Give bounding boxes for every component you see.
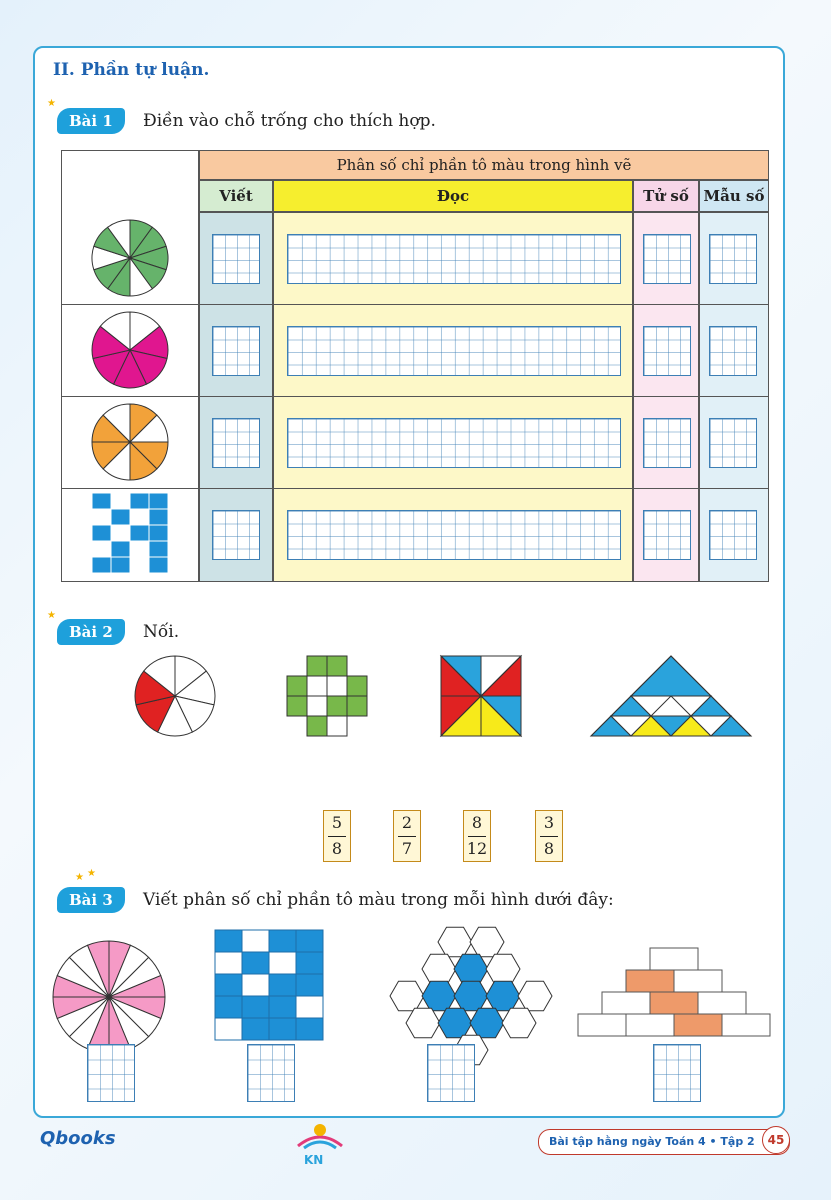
star-icon: ★ <box>47 610 56 621</box>
grid-cell <box>130 493 149 509</box>
bai1-badge: Bài 1 <box>57 108 125 134</box>
answer-grid[interactable] <box>643 326 691 376</box>
fraction-table <box>61 150 769 582</box>
fraction-card[interactable]: 2 7 <box>393 810 421 862</box>
answer-grid[interactable] <box>287 510 621 560</box>
grid-cell <box>242 930 269 952</box>
grid-cell <box>149 541 168 557</box>
answer-grid[interactable] <box>212 510 260 560</box>
answer-grid[interactable] <box>247 1044 295 1102</box>
grid-cell <box>269 1018 296 1040</box>
hexagon <box>502 1008 536 1037</box>
grid-cell <box>111 525 130 541</box>
page-number: 45 <box>762 1126 790 1154</box>
grid-cell <box>92 557 111 573</box>
answer-grid[interactable] <box>709 326 757 376</box>
triangle-pyramid-icon <box>591 656 751 736</box>
pie-red-icon <box>135 656 215 736</box>
table-header-group: Phân số chỉ phần tô màu trong hình vẽ <box>336 156 632 174</box>
answer-grid[interactable] <box>643 418 691 468</box>
grid-cell <box>215 1018 242 1040</box>
grid-cell <box>111 557 130 573</box>
pie-pink-icon <box>53 941 165 1053</box>
hexagon <box>486 981 520 1010</box>
hexagon <box>470 1008 504 1037</box>
hexagon <box>470 927 504 956</box>
hexagon <box>390 981 424 1010</box>
answer-grid[interactable] <box>427 1044 475 1102</box>
grid-cell <box>296 1018 323 1040</box>
hexagon <box>438 927 472 956</box>
answer-grid[interactable] <box>212 326 260 376</box>
fraction-card[interactable]: 5 8 <box>323 810 351 862</box>
grid-cell <box>215 952 242 974</box>
col-denominator-header: Mẫu số <box>699 180 769 212</box>
bai2-instruction: Nối. <box>143 622 180 642</box>
bai2-badge: Bài 2 <box>57 619 125 645</box>
grid-cell <box>242 952 269 974</box>
grid-cell <box>269 930 296 952</box>
grid-cell <box>242 974 269 996</box>
grid-cell <box>242 1018 269 1040</box>
grid-cell <box>111 493 130 509</box>
hexagon <box>518 981 552 1010</box>
hexagon <box>486 954 520 983</box>
grid-cell <box>130 557 149 573</box>
answer-grid[interactable] <box>709 234 757 284</box>
answer-grid[interactable] <box>212 234 260 284</box>
pie-orange-icon <box>92 404 168 480</box>
col-write-header: Viết <box>199 180 273 212</box>
answer-grid[interactable] <box>653 1044 701 1102</box>
green-cross-icon <box>287 656 367 736</box>
grid-cell <box>296 952 323 974</box>
hexagon <box>422 954 456 983</box>
answer-grid[interactable] <box>287 234 621 284</box>
answer-grid[interactable] <box>87 1044 135 1102</box>
answer-grid[interactable] <box>287 326 621 376</box>
grid-cell <box>92 493 111 509</box>
star-icon: ★ <box>75 872 84 883</box>
hexagon <box>422 981 456 1010</box>
grid-cell <box>149 509 168 525</box>
checker-square-icon <box>92 493 168 573</box>
answer-grid[interactable] <box>643 234 691 284</box>
bai2-shapes <box>35 648 787 748</box>
grid-cell <box>215 974 242 996</box>
answer-grid[interactable] <box>709 418 757 468</box>
grid-cell <box>215 930 242 952</box>
triangle-square-icon <box>441 656 521 736</box>
bai1-figures <box>61 212 199 582</box>
hexagon <box>406 1008 440 1037</box>
grid-cell <box>111 509 130 525</box>
col-read-header: Đọc <box>273 180 633 212</box>
pie-magenta-icon <box>92 312 168 388</box>
grid-cell <box>111 541 130 557</box>
grid-cell <box>130 525 149 541</box>
grid-cell <box>130 509 149 525</box>
bai1-instruction: Điền vào chỗ trống cho thích hợp. <box>143 111 436 131</box>
hexagon <box>454 954 488 983</box>
grid-cell <box>296 930 323 952</box>
answer-grid[interactable] <box>643 510 691 560</box>
blue-square-grid-icon <box>215 930 323 1040</box>
pie-green-icon <box>92 220 168 296</box>
grid-cell <box>215 996 242 1018</box>
fraction-card[interactable]: 3 8 <box>535 810 563 862</box>
star-icon: ★ <box>47 98 56 109</box>
answer-grid[interactable] <box>287 418 621 468</box>
answer-grid[interactable] <box>212 418 260 468</box>
grid-cell <box>92 525 111 541</box>
bai3-instruction: Viết phân số chỉ phần tô màu trong mỗi hình dưới đây: <box>143 890 614 910</box>
grid-cell <box>92 509 111 525</box>
brand-logo: Qbooks <box>40 1128 116 1149</box>
grid-cell <box>296 974 323 996</box>
fraction-card[interactable]: 8 12 <box>463 810 491 862</box>
bai3-badge: Bài 3 <box>57 887 125 913</box>
worksheet-page <box>33 46 785 1118</box>
grid-cell <box>130 541 149 557</box>
section-title: II. Phần tự luận. <box>53 60 210 80</box>
grid-cell <box>269 996 296 1018</box>
grid-cell <box>92 541 111 557</box>
grid-cell <box>242 996 269 1018</box>
grid-cell <box>149 525 168 541</box>
grid-cell <box>149 493 168 509</box>
publisher-logo-icon <box>290 1118 350 1168</box>
grid-cell <box>269 952 296 974</box>
hexagon <box>438 1008 472 1037</box>
answer-grid[interactable] <box>709 510 757 560</box>
series-label: Bài tập hằng ngày Toán 4 • Tập 2 <box>538 1129 790 1155</box>
col-numerator-header: Tử số <box>633 180 699 212</box>
star-icon: ★ <box>87 868 96 879</box>
grid-cell <box>269 974 296 996</box>
hexagon <box>454 981 488 1010</box>
publisher-logo-text: KN <box>304 1153 324 1167</box>
grid-cell <box>296 996 323 1018</box>
brick-pyramid-icon <box>578 948 770 1036</box>
grid-cell <box>149 557 168 573</box>
